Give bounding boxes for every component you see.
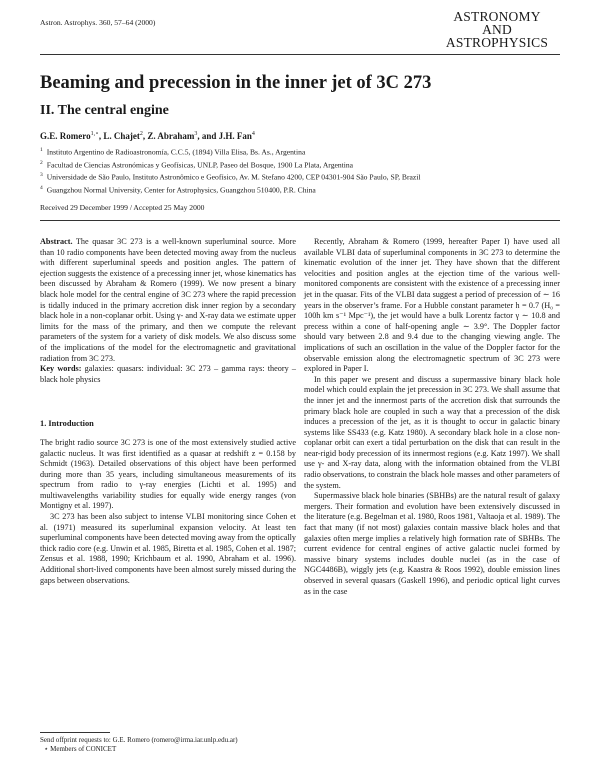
keywords <box>40 364 296 385</box>
footnote-conicet: ⋆ Members of CONICET <box>44 745 117 753</box>
body-paragraph: 3C 273 has been also subject to intense VLBI monitoring since Cohen et al. (1971) measured its superluminal expansion velocity. At least ten superluminal components have been detected moving away from the optically thick radio core (e.g. Unwin et al. 1985, Biretta et al. 1985, Cohen et al. 1987; Zensus et al. 1988, 1990; Krichbaum et al. 1990, Abraham et al. 1996). Additional short-lived components have been almost surely missed during the gaps between observations. <box>40 512 296 585</box>
affiliation-text: Instituto Argentino de Radioastronomía, C.C.5, (1894) Villa Elisa, Bs. As., Argentina <box>46 147 306 157</box>
left-column <box>40 237 296 586</box>
author-affil-marker: 3 <box>194 131 198 137</box>
affiliation <box>40 183 540 196</box>
keywords-label: Key words: <box>40 364 82 374</box>
body-paragraph: Supermassive black hole binaries (SBHBs) are the natural result of galaxy mergers. Their formation and evolution have been extensively discussed in the literature (e.g. Begelman et al. 1980, Roos 1981, Valtaoja et al. 1989). The fact that many (if not most) galaxies contain massive black holes and that galaxies often merge implies a relatively high formation rate of SBHBs. The current evidence for central engines of active galactic nuclei formed by massive binary systems includes double nuclei (as in the case of NGC4486B), wiggly jets (e.g. Kaastra & Roos 1992), double emission lines observed in several quasars (Gaskell 1996), and periodic optical light curves as in the case <box>304 491 560 596</box>
received-dates: Received 29 December 1999 / Accepted 25 May 2000 <box>40 203 205 212</box>
author-separator: , <box>98 131 104 141</box>
right-column <box>304 237 560 597</box>
body-paragraph: The bright radio source 3C 273 is one of the most extensively studied active galactic nucleus. It was first identified as a quasar at redshift z = 0.158 by Schmidt (1963). Detailed observations of this object have been performed during more than 35 years, including simultaneous measurements of its spectrum from radio to γ-ray energies (Lichti et al. 1995) and multiwavelengths variability studies for equally wide energy ranges (von Montigny et al. 1997). <box>40 437 296 511</box>
section-heading: 1. Introduction <box>40 419 94 429</box>
affiliation-number: 1 <box>40 147 43 153</box>
affiliation-text: Facultad de Ciencias Astronómicas y Geofísicas, UNLP, Paseo del Bosque, 1900 La Plata, Argentina <box>46 160 354 170</box>
body-paragraph: In this paper we present and discuss a supermassive binary black hole model which could explain the jet precession in 3C 273. We shall assume that the inner jet and the innermost parts of the accretion disk that surrounds the primary black hole are coupled in such a way that a precession of the disk induces a precession of the jet, as it is thought to occur in galactic binary systems like SS433 (e.g. Katz 1980). A secondary black hole in a close non-coplanar orbit can exert a tidal perturbation on the disk that can result in the near-rigid body precession of its innermost regions (e.g. Katz 1997). We shall use γ- and X-ray data, along with the information obtained from the VLBI radio observations, to constrain the black hole masses and other parameters of the system. <box>304 374 560 490</box>
author-separator: , <box>142 131 148 141</box>
affiliation <box>40 170 540 183</box>
author-name: Z. Abraham <box>147 131 195 141</box>
footnote-offprint: Send offprint requests to: G.E. Romero (romero@irma.iar.unlp.edu.ar) <box>40 736 238 744</box>
author-separator: , and <box>197 131 219 141</box>
journal-logo <box>432 10 562 49</box>
affiliation-text: Universidade de São Paulo, Instituto Astronômico e Geofísico, Av. M. Stefano 4200, CEP 04301-904 São Paulo, SP, Brazil <box>46 172 421 182</box>
body-paragraph: Recently, Abraham & Romero (1999, hereafter Paper I) have used all available VLBI data of superluminal components in 3C 273 to determine the kinematic evolution of the inner jet. They have shown that the different velocities and position angles at the ejection time of the various well-monitored components are consistent with the existence of a precessing inner jet in the quasar. Fits of the VLBI data suggest a period of precession of ∼ 16 years in the observer’s frame. For a Hubble constant parameter h = 0.7 (H₀ = 100h km s⁻¹ Mpc⁻¹), the jet would have a bulk Lorentz factor γ ∼ 10.8 and precess within a cone of half-opening angle ∼ 3.9°. The Doppler factor should vary between 2.8 and 9.4 due to the changing viewing angle. The implications of such an oscillation in the value of the Doppler factor for the observable emission along the electromagnetic spectrum of 3C 273 were explored in Paper I. <box>304 237 560 374</box>
footnotes <box>40 732 296 754</box>
affiliation <box>40 158 540 171</box>
affiliation-text: Guangzhou Normal University, Center for Astrophysics, Guangzhou 510400, P.R. China <box>46 185 316 195</box>
abstract <box>40 237 296 364</box>
author-affil-marker: 1,⋆ <box>90 131 99 137</box>
author-affil-marker: 4 <box>251 131 255 137</box>
abstract-text: The quasar 3C 273 is a well-known superluminal source. More than 10 radio components have been detected moving away from the nucleus with different superluminal speeds and position angles. The pattern of ejection suggests the existence of a precessing inner jet, whose kinematics has been discussed by Abraham & Romero (1999). We now present a binary black hole model for the central engine of 3C 273 where the rapid precession is tidally induced in the primary accretion disk inner region by a secondary black hole in a non-coplanar orbit. Using γ- and X-ray data we estimate upper limits for the mass of the primary, and then we compute the relevant parameters of the system for a variety of disk models. We also discuss some of the implications of the model for the electromagnetic and gravitational radiation from 3C 273. <box>40 237 297 363</box>
logo-line-1: ASTRONOMY <box>453 9 541 24</box>
affiliation-number: 2 <box>40 159 43 166</box>
affiliation-number: 3 <box>40 172 43 179</box>
author-name: J.H. Fan <box>218 131 252 141</box>
affiliation-list <box>40 145 540 195</box>
paper-title: Beaming and precession in the inner jet of 3C 273 <box>40 73 432 93</box>
affiliation <box>40 145 540 158</box>
logo-line-2: AND <box>482 22 512 37</box>
abstract-top-rule <box>40 220 560 221</box>
author-name: L. Chajet <box>103 131 140 141</box>
keywords-text: galaxies: quasars: individual: 3C 273 – gamma rays: theory – black hole physics <box>40 364 296 384</box>
author-name: G.E. Romero <box>40 131 91 141</box>
abstract-label: Abstract. <box>40 237 73 246</box>
footnote-rule <box>40 732 110 733</box>
affiliation-number: 4 <box>40 184 43 191</box>
paper-subtitle: II. The central engine <box>40 103 169 118</box>
author-affil-marker: 2 <box>139 131 143 137</box>
header-rule <box>40 54 560 55</box>
author-list <box>40 130 255 141</box>
journal-reference: Astron. Astrophys. 360, 57–64 (2000) <box>40 18 156 27</box>
logo-line-3: ASTROPHYSICS <box>445 35 549 50</box>
